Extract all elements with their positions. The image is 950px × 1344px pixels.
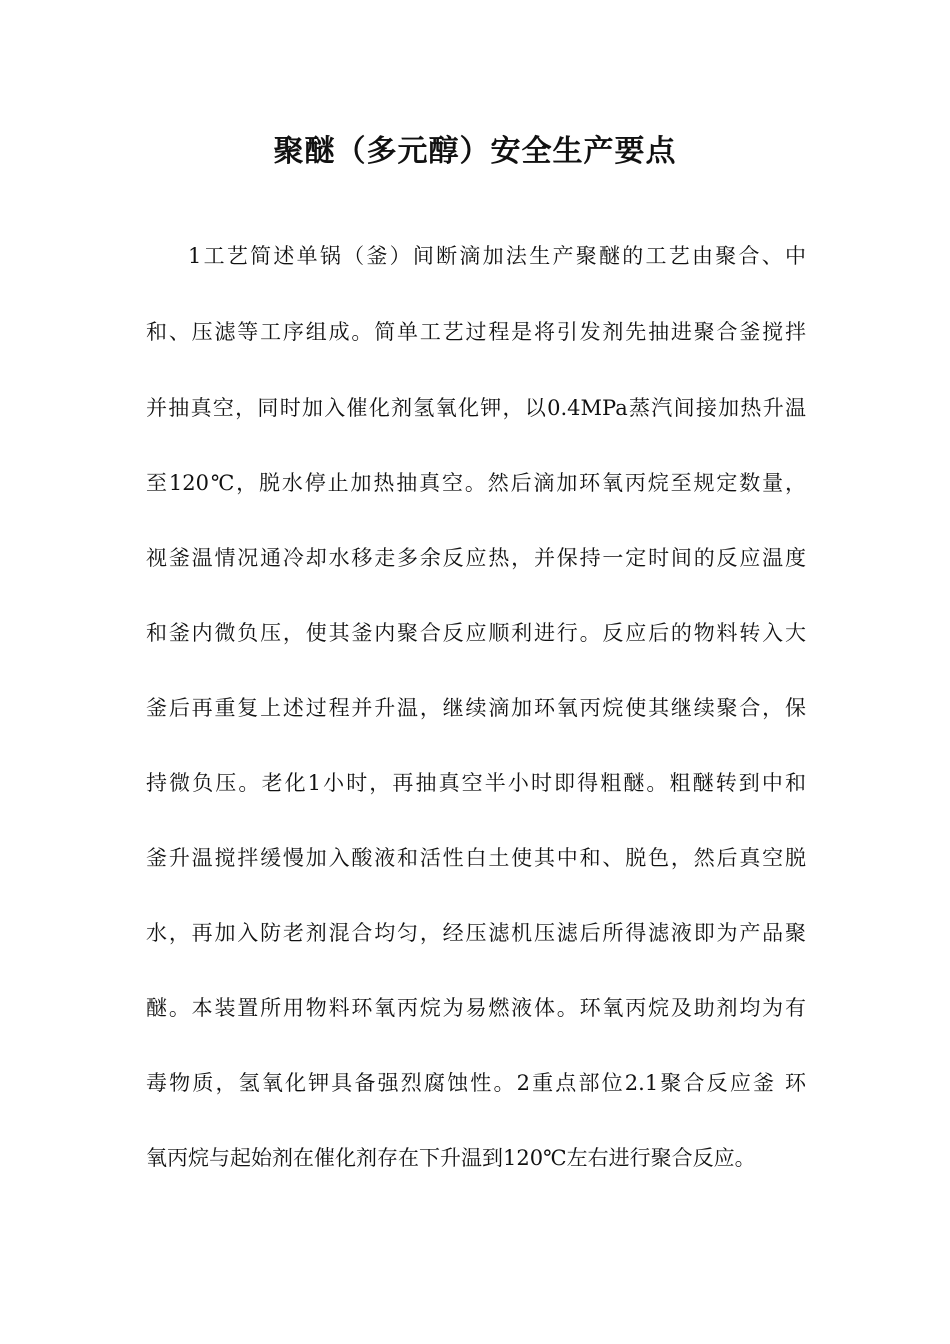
paragraph-line: 毒物质，氢氧化钾具备强烈腐蚀性。2重点部位2.1聚合反应釜 环 — [146, 1071, 806, 1095]
paragraph-line: 氧丙烷与起始剂在催化剂存在下升温到120℃左右进行聚合反应。 — [146, 1146, 756, 1170]
paragraph-line: 至120℃，脱水停止加热抽真空。然后滴加环氧丙烷至规定数量， — [146, 471, 806, 495]
paragraph-line: 釜后再重复上述过程并升温，继续滴加环氧丙烷使其继续聚合，保 — [146, 696, 806, 720]
paragraph-line: 和釜内微负压，使其釜内聚合反应顺利进行。反应后的物料转入大 — [146, 621, 806, 645]
paragraph-line: 视釜温情况通冷却水移走多余反应热，并保持一定时间的反应温度 — [146, 546, 806, 570]
paragraph-line: 持微负压。老化1小时，再抽真空半小时即得粗醚。粗醚转到中和 — [146, 771, 806, 795]
paragraph-line: 醚。本装置所用物料环氧丙烷为易燃液体。环氧丙烷及助剂均为有 — [146, 996, 806, 1020]
paragraph-line: 并抽真空，同时加入催化剂氢氧化钾，以0.4MPa蒸汽间接加热升温 — [146, 396, 806, 420]
document-title: 聚醚（多元醇）安全生产要点 — [273, 134, 677, 169]
paragraph-line: 水，再加入防老剂混合均匀，经压滤机压滤后所得滤液即为产品聚 — [146, 921, 806, 945]
paragraph-line: 和、压滤等工序组成。简单工艺过程是将引发剂先抽进聚合釜搅拌 — [146, 320, 806, 344]
paragraph-line: 釜升温搅拌缓慢加入酸液和活性白土使其中和、脱色，然后真空脱 — [146, 846, 806, 870]
paragraph-line: 1工艺简述单锅（釜）间断滴加法生产聚醚的工艺由聚合、中 — [188, 244, 806, 268]
